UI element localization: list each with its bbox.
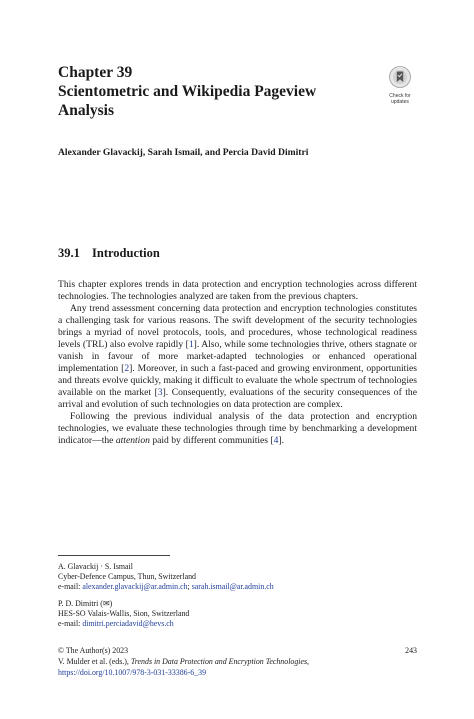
check-for-updates-badge[interactable] — [384, 66, 416, 105]
paragraph-2-text-d: ]. Consequently, evaluations of the security consequences of the arrival and evolution of such technologies on data protection are complex. — [58, 387, 417, 410]
book-title: Trends in Data Protection and Encryption Technologies — [130, 657, 308, 666]
badge-label — [384, 94, 416, 105]
email-link-glavackij[interactable]: alexander.glavackij@ar.admin.ch — [82, 582, 188, 591]
badge-label-line1: Check for — [389, 93, 411, 99]
citation-link-4[interactable]: 4 — [273, 435, 279, 446]
footnote-names: A. Glavackij · S. Ismail — [58, 562, 133, 571]
email-label-2: e-mail: — [58, 619, 83, 628]
footer-row — [58, 645, 417, 656]
citation-editors: V. Mulder et al. (eds.), — [58, 657, 131, 666]
email-label: e-mail: — [58, 582, 83, 591]
citation-link-1[interactable]: 1 — [188, 339, 194, 350]
page-number: 243 — [405, 646, 417, 655]
paragraph-3-text-a: Following the previous individual analysis of the data protection and encryption technologies, we evaluate these technologies through time by benchmarking a development indicator—the — [58, 411, 417, 446]
footnote-authors-2 — [58, 599, 418, 629]
badge-label-line2: updates — [391, 98, 409, 105]
paragraph-3 — [58, 411, 417, 447]
emphasis-attention: attention — [115, 435, 150, 446]
footnote-divider — [58, 555, 170, 556]
citation-line — [58, 656, 417, 667]
paragraph-3-text-b: paid by different communities [ — [149, 435, 274, 446]
paragraph-2-text-c: ]. Moreover, in such a fast-paced and growing environment, opportunities and threats evolve quickly, making it difficult to evaluate the whole spectrum of technologies available on the market [ — [58, 363, 417, 398]
section-number: 39.1 — [58, 246, 80, 260]
paragraph-2-text-a: Any trend assessment concerning data protection and encryption technologies constitutes a challenging task for various reasons. The swift development of the security technologies brings a myriad of novel protocols, tools, and procedures, whose technological readiness levels (TRL) also evolve rapidly [ — [58, 303, 417, 350]
corresponding-author-name: P. D. Dimitri ( — [58, 599, 103, 608]
paragraph-2-text-b: ]. Also, while some technologies thrive, others stagnate or vanish in favour of more market-adapted technologies or enhanced operational implementation [ — [58, 339, 417, 374]
corresponding-author-paren: ) — [109, 599, 113, 608]
section-title: Introduction — [92, 246, 160, 260]
footnote-affiliation-2: HES-SO Valais-Wallis, Sion, Switzerland — [58, 609, 190, 618]
page-footer — [58, 645, 417, 678]
chapter-title: Scientometric and Wikipedia Pageview Analysis — [58, 83, 317, 119]
chapter-number: Chapter 39 — [58, 64, 133, 81]
paragraph-3-text-c: ]. — [278, 435, 285, 446]
footnote-email-line — [58, 582, 418, 592]
footnote-email-line-2 — [58, 619, 418, 629]
email-link-ismail[interactable]: sarah.ismail@ar.admin.ch — [191, 582, 274, 591]
email-link-dimitri[interactable]: dimitri.perciadavid@hevs.ch — [82, 619, 174, 628]
bookmark-check-icon — [389, 66, 411, 88]
footnote-name-corresponding — [58, 599, 418, 609]
citation-comma: , — [307, 657, 310, 666]
paragraph-2 — [58, 303, 417, 411]
doi-link[interactable]: https://doi.org/10.1007/978-3-031-33386-6_39 — [58, 668, 207, 677]
paragraph-1: This chapter explores trends in data protection and encryption technologies across different technologies. The technologies analyzed are taken from the previous chapters. — [58, 279, 417, 302]
citation-link-2[interactable]: 2 — [124, 363, 130, 374]
section-heading — [58, 246, 160, 261]
footnote-affiliation: Cyber-Defence Campus, Thun, Switzerland — [58, 572, 196, 581]
author-list: Alexander Glavackij, Sarah Ismail, and Percia David Dimitri — [58, 147, 309, 158]
footnote-authors-1 — [58, 562, 418, 592]
envelope-icon: ✉ — [102, 599, 110, 608]
body-text — [58, 279, 417, 447]
email-separator: ; — [187, 582, 192, 591]
citation-link-3[interactable]: 3 — [157, 387, 163, 398]
copyright: © The Author(s) 2023 — [58, 646, 129, 655]
